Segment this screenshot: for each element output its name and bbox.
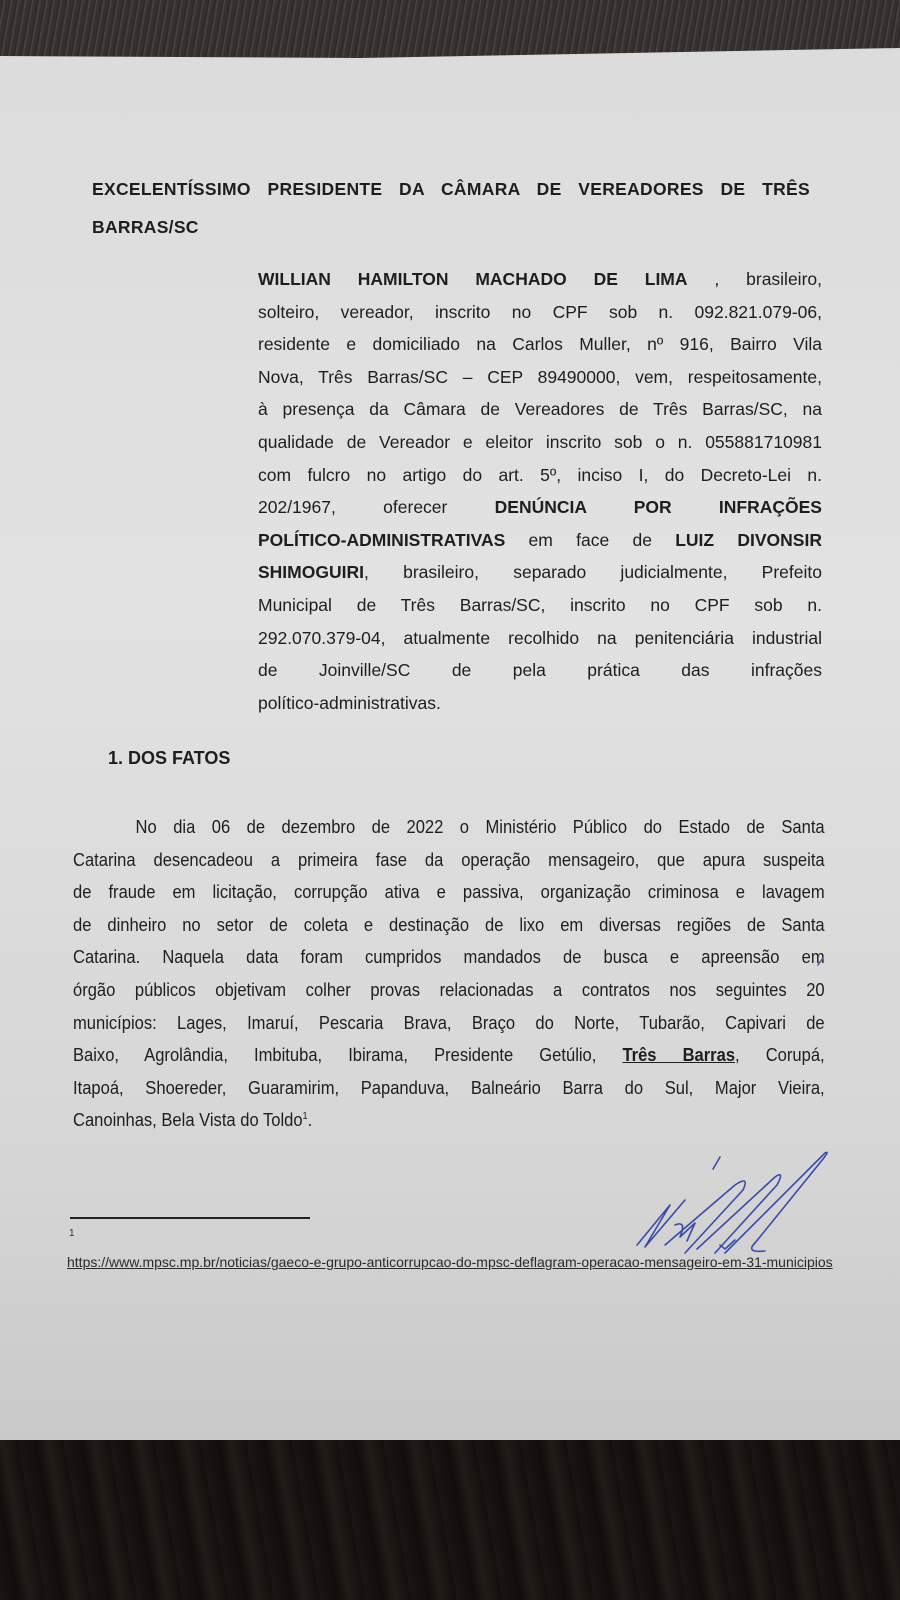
facts-line: Catarina. Naquela data foram cumpridos mandados de busca e apreensão em	[73, 947, 825, 968]
addressee-heading	[92, 170, 810, 246]
qual-line	[258, 491, 822, 524]
facts-line: Itapoá, Shoereder, Guaramirim, Papanduva, Balneário Barra do Sul, Major Vieira,	[73, 1077, 825, 1098]
qual-line: 292.070.379-04, atualmente recolhido na penitenciária industrial	[258, 627, 822, 648]
qual-line: político-administrativas.	[258, 692, 441, 713]
footnote-number: 1	[69, 1228, 75, 1239]
pen-mark-icon	[815, 955, 827, 967]
facts-line: municípios: Lages, Imaruí, Pescaria Brava, Braço do Norte, Tubarão, Capivari de	[73, 1012, 825, 1033]
facts-line: No dia 06 de dezembro de 2022 o Ministério Público do Estado de Santa	[135, 817, 825, 837]
highlighted-municipality: Três Barras	[622, 1045, 736, 1066]
qual-text: 202/1967, oferecer	[258, 497, 448, 518]
footnote-link[interactable]: https://www.mpsc.mp.br/noticias/gaeco-e-grupo-anticorrupcao-do-mpsc-deflagram-operacao-mensageiro-em-31-municipios	[67, 1254, 833, 1270]
facts-line	[73, 1104, 825, 1137]
defendant-name: LUIZ DIVONSIR	[675, 529, 822, 550]
complaint-title: DENÚNCIA POR INFRAÇÕES	[494, 497, 822, 518]
section-title: 1. DOS FATOS	[108, 748, 231, 768]
qual-line	[258, 263, 822, 296]
qual-line: qualidade de Vereador e eleitor inscrito sob o n. 055881710981	[258, 431, 822, 452]
facts-paragraph	[73, 811, 825, 1137]
facts-text: , Corupá,	[735, 1045, 825, 1066]
qual-line: Municipal de Três Barras/SC, inscrito no CPF sob n.	[258, 594, 822, 615]
qual-line: de Joinville/SC de pela prática das infrações	[258, 660, 822, 681]
facts-line: Catarina desencadeou a primeira fase da operação mensageiro, que apura suspeita	[73, 849, 825, 870]
facts-text: .	[307, 1110, 313, 1131]
qual-line	[258, 556, 822, 589]
facts-line: de fraude em licitação, corrupção ativa e passiva, organização criminosa e lavagem	[73, 882, 825, 903]
qual-text: , brasileiro,	[714, 269, 822, 289]
footnote-ref[interactable]: 1	[302, 1111, 308, 1123]
defendant-surname: SHIMOGUIRI	[258, 562, 364, 583]
qual-line: à presença da Câmara de Vereadores de Três Barras/SC, na	[258, 399, 822, 420]
footnote-divider	[70, 1217, 310, 1219]
facts-line: de dinheiro no setor de coleta e destinação de lixo em diversas regiões de Santa	[73, 914, 825, 935]
qual-text: , brasileiro, separado judicialmente, Prefeito	[363, 562, 822, 583]
complaint-title-cont: POLÍTICO-ADMINISTRATIVAS	[258, 529, 506, 550]
facts-text: Canoinhas, Bela Vista do Toldo	[73, 1110, 303, 1131]
signature-image	[625, 1145, 840, 1255]
plaintiff-name: WILLIAN HAMILTON MACHADO DE LIMA	[258, 269, 688, 289]
table-surface-bottom	[0, 1440, 900, 1600]
facts-line: órgão públicos objetivam colher provas relacionadas a contratos nos seguintes 20	[73, 979, 825, 1000]
qual-line: solteiro, vereador, inscrito no CPF sob n. 092.821.079-06,	[258, 301, 822, 322]
qual-line: residente e domiciliado na Carlos Muller, nº 916, Bairro Vila	[258, 334, 822, 355]
qualification-paragraph	[258, 263, 822, 719]
qual-line	[258, 524, 822, 557]
facts-line	[73, 1039, 825, 1072]
qual-line: com fulcro no artigo do art. 5º, inciso I, do Decreto-Lei n.	[258, 464, 822, 485]
heading-line-2: BARRAS/SC	[92, 217, 199, 237]
qual-text: em face de	[528, 529, 652, 550]
qual-line: Nova, Três Barras/SC – CEP 89490000, vem, respeitosamente,	[258, 366, 822, 387]
facts-text: Baixo, Agrolândia, Imbituba, Ibirama, Presidente Getúlio,	[73, 1045, 597, 1066]
heading-line-1: EXCELENTÍSSIMO PRESIDENTE DA CÂMARA DE VEREADORES DE TRÊS	[92, 179, 810, 199]
